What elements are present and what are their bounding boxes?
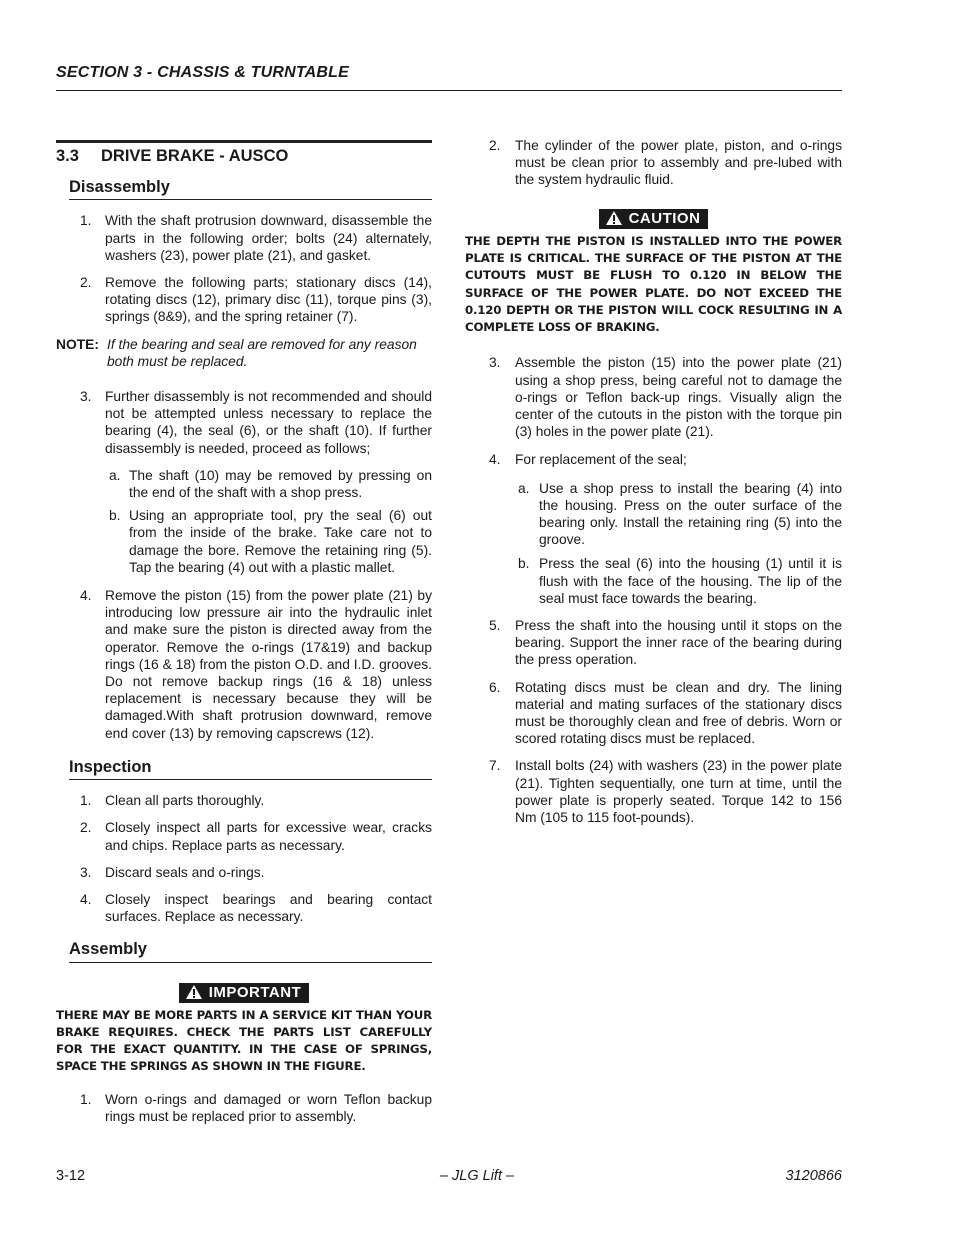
note (56, 336, 432, 370)
list-item (465, 617, 842, 669)
item-text: Discard seals and o-rings. (105, 864, 265, 880)
item-letter: b. (518, 556, 530, 572)
item-text: Assemble the piston (15) into the power plate (21) using a shop press, being careful not to damage the o-rings or Teflon back-up rings. Visually align the center of the cutouts in the piston with the torque pin (3) holes in the power plate (21). (515, 355, 842, 440)
important-banner (179, 983, 310, 1003)
list-item (465, 679, 842, 748)
item-number: 1. (80, 213, 92, 229)
important-label: IMPORTANT (208, 983, 302, 1001)
header-title: SECTION 3 - CHASSIS & TURNTABLE (56, 64, 350, 81)
item-number: 2. (80, 820, 92, 836)
list-item (465, 757, 842, 826)
section-number: 3.3 (56, 147, 79, 165)
item-text: Install bolts (24) with washers (23) in the power plate (21). Tighten sequentially, one turn at time, until the power plate is properly seated. Torque 142 to 156 Nm (105 to 115 foot-pounds). (515, 758, 842, 826)
item-number: 3. (80, 389, 92, 405)
document-number: 3120866 (785, 1168, 842, 1184)
item-text: Using an appropriate tool, pry the seal (6) out from the inside of the brake. Take care not to damage the bore. Remove the retaining ring (5). Tap the bearing (4) out with a plastic mallet. (129, 508, 432, 575)
item-text: Closely inspect all parts for excessive wear, cracks and chips. Replace parts as necessary. (105, 820, 432, 853)
item-text: Rotating discs must be clean and dry. The lining material and mating surfaces of the stationary discs must be thoroughly clean and free of debris. Worn or scored rotating discs must be replaced. (515, 679, 842, 747)
footer-brand: – JLG Lift – (439, 1168, 515, 1184)
item-number: 2. (80, 275, 92, 291)
sub-list-item (465, 480, 842, 549)
warning-icon (185, 984, 203, 1000)
item-number: 4. (489, 452, 501, 468)
right-column (465, 137, 842, 826)
page-header (56, 64, 842, 91)
item-number: 7. (489, 758, 501, 774)
disassembly-heading: Disassembly (69, 179, 432, 200)
item-text: Worn o-rings and damaged or worn Teflon backup rings must be replaced prior to assembly. (105, 1091, 432, 1124)
note-label: NOTE: (56, 336, 99, 352)
item-number: 6. (489, 679, 501, 695)
item-text: The cylinder of the power plate, piston, and o-rings must be clean prior to assembly and pre-lubed with the system hydraulic fluid. (515, 138, 842, 188)
list-item (56, 388, 432, 457)
warning-icon (605, 210, 623, 226)
list-item (465, 137, 842, 189)
item-text: For replacement of the seal; (515, 452, 687, 468)
sub-list-item (465, 555, 842, 607)
caution-callout (465, 209, 842, 233)
item-number: 4. (80, 588, 92, 604)
list-item (56, 1091, 432, 1125)
list-item (56, 587, 432, 742)
item-number: 4. (80, 891, 92, 907)
item-text: Remove the piston (15) from the power plate (21) by introducing low pressure air into the hydraulic inlet and make sure the piston is directed away from the operator. Remove the o-rings (17&19) and backup rings (16 & 18) from the piston O.D. and I.D. grooves. Do not remove backup rings (16 & 18) unless replacement is necessary because they will be damaged.With shaft protrusion downward, remove end cover (13) by removing capscrews (12). (105, 588, 432, 741)
caution-label: CAUTION (628, 209, 701, 227)
list-item (56, 891, 432, 925)
item-text: Use a shop press to install the bearing (4) into the housing. Press on the outer surface of the bearing only. Install the retaining ring (5) into the groove. (539, 480, 842, 548)
list-item (56, 792, 432, 809)
list-item (465, 354, 842, 440)
list-item (56, 212, 432, 264)
list-item (56, 274, 432, 326)
caution-banner (599, 209, 709, 229)
item-text: With the shaft protrusion downward, disassemble the parts in the following order; bolts (24) alternately, washers (23), power plate (21), and gasket. (105, 213, 432, 263)
left-column (56, 140, 432, 1125)
sub-list-item (56, 467, 432, 501)
item-number: 5. (489, 618, 501, 634)
list-item (56, 819, 432, 853)
page-number: 3-12 (56, 1168, 86, 1184)
assembly-heading: Assembly (69, 941, 432, 962)
list-item (56, 864, 432, 881)
caution-text: THE DEPTH THE PISTON IS INSTALLED INTO THE POWER PLATE IS CRITICAL. THE SURFACE OF THE PISTON AT THE CUTOUTS MUST BE FLUSH TO 0.120 IN BELOW THE SURFACE OF THE POWER PLATE. DO NOT EXCEED THE 0.120 DEPTH OR THE PISTON WILL COCK RESULTING IN A COMPLETE LOSS OF BRAKING. (465, 233, 842, 335)
list-item (465, 451, 842, 468)
note-text: If the bearing and seal are removed for any reason both must be replaced. (107, 336, 417, 369)
item-text: Press the seal (6) into the housing (1) until it is flush with the face of the housing. The lip of the seal must face towards the bearing. (539, 556, 842, 606)
item-letter: a. (109, 467, 121, 483)
inspection-heading: Inspection (69, 759, 432, 780)
item-text: The shaft (10) may be removed by pressing on the end of the shaft with a shop press. (129, 467, 432, 501)
section-title (56, 140, 432, 165)
item-text: Clean all parts thoroughly. (105, 793, 265, 809)
item-number: 1. (80, 793, 92, 809)
section-name: DRIVE BRAKE - AUSCO (101, 147, 289, 165)
important-text: THERE MAY BE MORE PARTS IN A SERVICE KIT THAN YOUR BRAKE REQUIRES. CHECK THE PARTS LIST CAREFULLY FOR THE EXACT QUANTITY. IN THE CASE OF SPRINGS, SPACE THE SPRINGS AS SHOWN IN THE FIGURE. (56, 1007, 432, 1074)
sub-list-item (56, 507, 432, 576)
item-number: 1. (80, 1091, 92, 1107)
item-number: 3. (489, 355, 501, 371)
item-text: Press the shaft into the housing until it stops on the bearing. Support the inner race of the bearing during the press operation. (515, 618, 842, 668)
item-number: 2. (489, 138, 501, 153)
item-text: Further disassembly is not recommended and should not be attempted unless necessary to replace the bearing (4), the seal (6), or the shaft (10). If further disassembly is needed, proceed as follows; (105, 389, 432, 456)
important-callout (56, 983, 432, 1007)
item-number: 3. (80, 864, 92, 880)
item-letter: a. (518, 480, 530, 496)
item-letter: b. (109, 508, 121, 524)
item-text: Closely inspect bearings and bearing contact surfaces. Replace as necessary. (105, 891, 432, 925)
item-text: Remove the following parts; stationary discs (14), rotating discs (12), primary disc (11), torque pins (3), springs (8&9), and the spring retainer (7). (105, 275, 432, 325)
